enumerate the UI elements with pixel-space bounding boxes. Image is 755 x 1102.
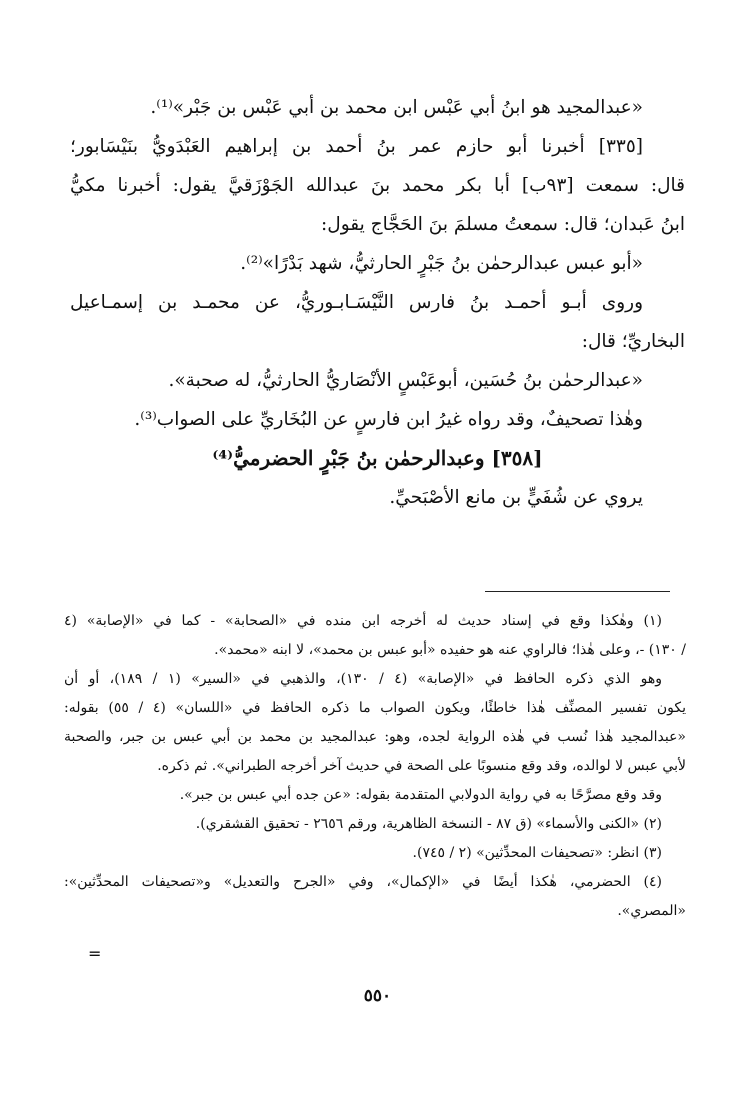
footnote-line: يكون تفسير المصنِّف هٰذا خاطئًا، ويكون الصواب ما ذكره الحافظ في «اللسان» (٤ / ٥٥) بقوله: [64,700,686,716]
footnotes [64,607,686,926]
footnote-line: (٣) انظر: «تصحيفات المحدِّثين» (٢ / ٧٤٥). [412,845,662,861]
text-line: [٣٣٥] أخبرنا أبو حازم عمر بنُ أحمد بن إبراهيم العَبْدَويُّ بنَيْسَابور؛ [70,136,643,157]
main-text [70,88,685,517]
text-line: وروى أبـو أحمـد بنُ فارس النَّيْسَـابـوريُّ، عن محمـد بن إسمـاعيل [70,292,643,313]
footnote-line: (٢) «الكنى والأسماء» (ق ٨٧ - النسخة الظاهرية، ورقم ٢٦٥٦ - تحقيق القشقري). [195,816,662,832]
text-line: البخاريِّ؛ قال: [581,331,685,352]
page-number: ٥٥٠ [363,986,392,1006]
footnote-line: وقد وقع مصرَّحًا به في رواية الدولابي المتقدمة بقوله: «عن جده أبي عبس بن جبر». [179,787,662,803]
note-ref: ⁽⁴⁾ [212,446,234,470]
footnote-divider [485,591,670,592]
text-line: «أبو عبس عبدالرحمٰن بنُ جَبْرٍ الحارثيُّ، شهد بَدْرًا»⁽²⁾. [240,253,643,274]
footnote-line: «المصري». [617,903,686,919]
text-line: ابنُ عَبدان؛ قال: سمعتُ مسلمَ بنَ الحَجَّاج يقول: [321,214,685,235]
footnote-line: وهو الذي ذكره الحافظ في «الإصابة» (٤ / ١٣٠)، والذهبي في «السير» (١ / ١٨٩)، أو أن [64,671,663,687]
footnote-line: لأبي عبس لا لوالده، وقد وقع منسوبًا على الصحة في حديث آخر أخرجه الطبراني». ثم ذكره. [157,758,686,774]
entry-number: [٣٥٨] [491,446,543,470]
footnote-line: (١) وهٰكذا وقع في إسناد حديث له أخرجه ابن منده في «الصحابة» - كما في «الإصابة» (٤ [64,613,662,629]
text-line: وهٰذا تصحيفٌ، وقد رواه غيرُ ابن فارسٍ عن البُخَاريِّ على الصواب⁽³⁾. [134,409,643,430]
footnote-line: / ١٣٠) -، وعلى هٰذا؛ فالراوي عنه هو حفيده «أبو عبس بن محمد»، لا ابنه «محمد». [214,642,686,658]
text-line: يروي عن شُفَيٍّ بن مانع الأصْبَحيِّ. [389,487,643,508]
text-line: قال: سمعت [٩٣ب] أبا بكر محمد بنَ عبدالله الجَوْزَقيَّ يقول: أخبرنا مكيُّ [70,175,686,196]
footnote-line: «عبدالمجيد هٰذا نُسب في هٰذه الرواية لجده، وهو: عبدالمجيد بن محمد بن أبي عبس بن جبر، والصحبة [64,729,686,745]
text-line: «عبدالرحمٰن بنُ حُسَين، أبوعَبْسٍ الأنْصَاريُّ الحارثيُّ، له صحبة». [168,370,643,391]
entry-title: وعبدالرحمٰن بنُ جَبْرٍ الحضرميُّ [233,446,485,470]
continuation-mark: = [88,944,102,963]
footnote-line: (٤) الحضرمي، هٰكذا أيضًا في «الإكمال»، وفي «الجرح والتعديل» و«تصحيفات المحدِّثين»: [64,874,662,890]
text-line: «عبدالمجيد هو ابنُ أبي عَبْس ابن محمد بن أبي عَبْس بن جَبْر»⁽¹⁾. [150,97,643,118]
entry-heading [70,439,685,478]
